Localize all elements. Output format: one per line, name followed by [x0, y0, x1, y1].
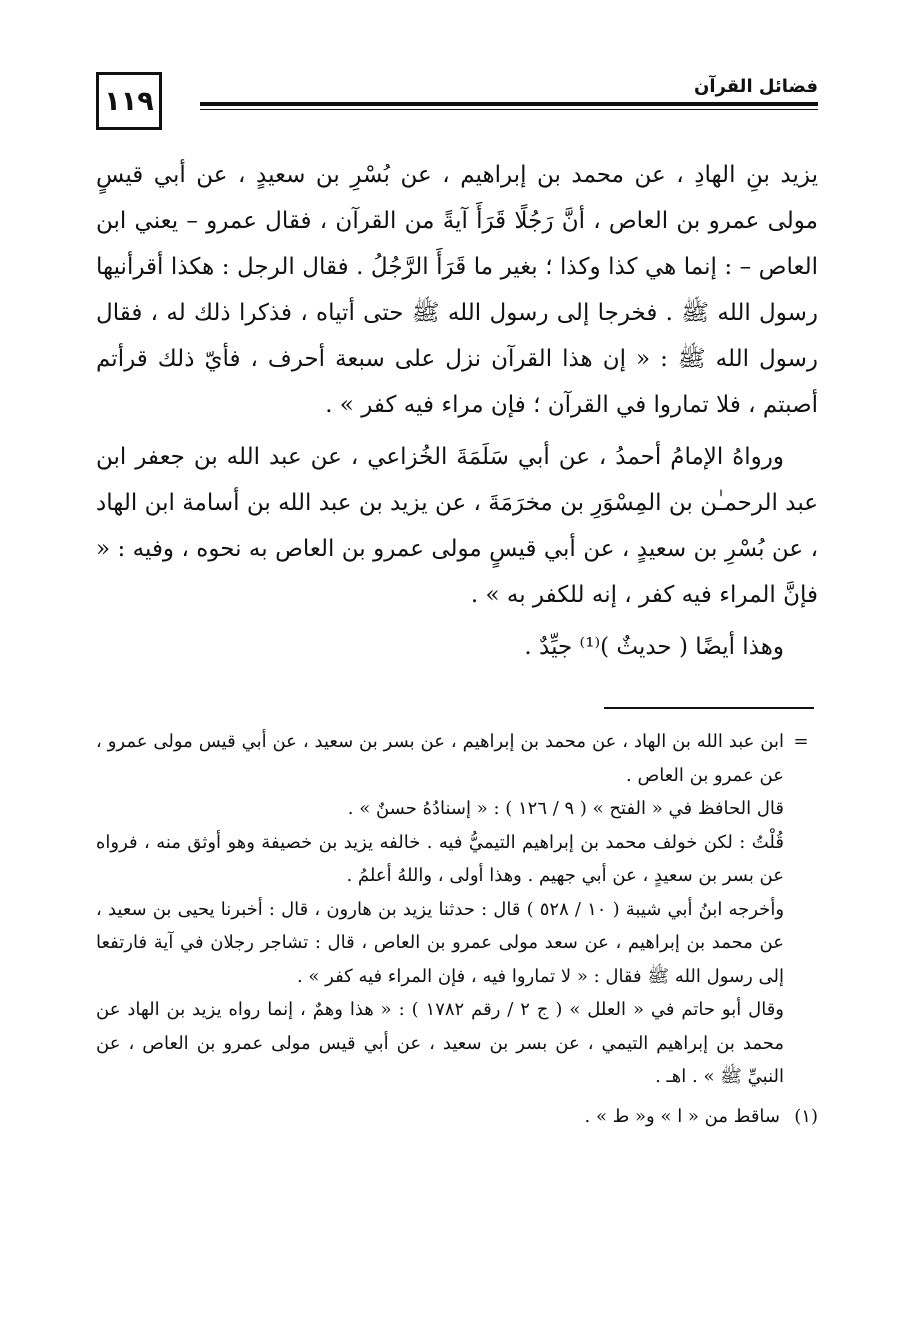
footnote-text: ابن عبد الله بن الهاد ، عن محمد بن إبراهيم ، عن بسر بن سعيد ، عن أبي قيس مولى عمرو ، عن عمرو بن العاص . — [96, 731, 784, 786]
header-rule-thick — [200, 102, 818, 106]
page-number: ١١٩ — [96, 72, 162, 130]
main-paragraph: ورواهُ الإمامُ أحمدُ ، عن أبي سَلَمَةَ الخُزاعي ، عن عبد الله بن جعفر ابن عبد الرحمـٰن بن المِسْوَرِ بن مخرَمَةَ ، عن يزيد بن عبد الله بن أسامة ابن الهاد ، عن بُسْرِ بن سعيدٍ ، عن أبي قيسٍ مولى عمرو بن العاص به نحوه ، وفيه : « فإنَّ المراء فيه كفر ، إنه للكفر به » . — [96, 444, 818, 608]
main-paragraph: يزيد بنِ الهادِ ، عن محمد بن إبراهيم ، عن بُسْرِ بن سعيدٍ ، عن أبي قيسٍ مولى عمرو بن العاص ، أنَّ رَجُلًا قَرَأَ آيةً من القرآن ، فقال عمرو – يعني ابن العاص – : إنما هي كذا وكذا ؛ بغير ما قَرَأَ الرَّجُلُ . فقال الرجل : هكذا أقرأنيها رسول الله ﷺ . فخرجا إلى رسول الله ﷺ حتى أتياه ، فذكرا ذلك له ، فقال رسول الله ﷺ : « إن هذا القرآن نزل على سبعة أحرف ، فأيّ ذلك قرأتم أصبتم ، فلا تماروا في القرآن ؛ فإن مراء فيه كفر » . — [96, 162, 818, 418]
footnote-number: (١) — [794, 1105, 818, 1127]
footnote-note — [96, 1100, 818, 1134]
book-title: فضائل القرآن — [694, 76, 818, 97]
continuation-mark: = — [793, 731, 809, 752]
footnote-paragraph: وقال أبو حاتم في « العلل » ( ج ٢ / رقم ١٧٨٢ ) : « هذا وهمٌ ، إنما رواه يزيد بن الهاد عن محمد بن إبراهيم التيمي ، عن بسر بن سعيد ، عن أبي قيس مولى عمرو بن العاص ، عن النبيِّ ﷺ » . اهـ . — [96, 999, 784, 1087]
footnote-paragraph: وأخرجه ابنُ أبي شيبة ( ١٠ / ٥٢٨ ) قال : حدثنا يزيد بن هارون ، قال : أخبرنا يحيى بن سعيد ، عن محمد بن إبراهيم ، عن سعد مولى عمرو بن العاص ، قال : تشاجر رجلان في آية فارتفعا إلى رسول الله ﷺ فقال : « لا تماروا فيه ، فإن المراء فيه كفر » . — [96, 898, 785, 987]
footnote-paragraph: قال الحافظ في « الفتح » ( ٩ / ١٢٦ ) : « إسنادُهُ حسنٌ » . — [347, 798, 784, 819]
footnote-paragraph: قُلْتُ : لكن خولف محمد بن إبراهيم التيميُّ فيه . خالفه يزيد بن خصيفة وهو أوثق منه ، فرواه عن بسر بن سعيدٍ ، عن أبي جهيم . وهذا أولى ، واللهُ أعلمُ . — [96, 831, 784, 886]
header-rule-thin — [200, 109, 818, 110]
footnotes — [96, 725, 818, 1133]
page-header — [96, 72, 818, 156]
footnote-paragraph — [96, 725, 818, 792]
footnote-note-text: ساقط من « ا » و« ط » . — [584, 1105, 780, 1127]
main-paragraph: وهذا أيضًا ( حديثٌ )⁽¹⁾ جيِّدٌ . — [524, 634, 784, 660]
main-text — [96, 152, 818, 670]
footnote-separator — [604, 707, 814, 709]
